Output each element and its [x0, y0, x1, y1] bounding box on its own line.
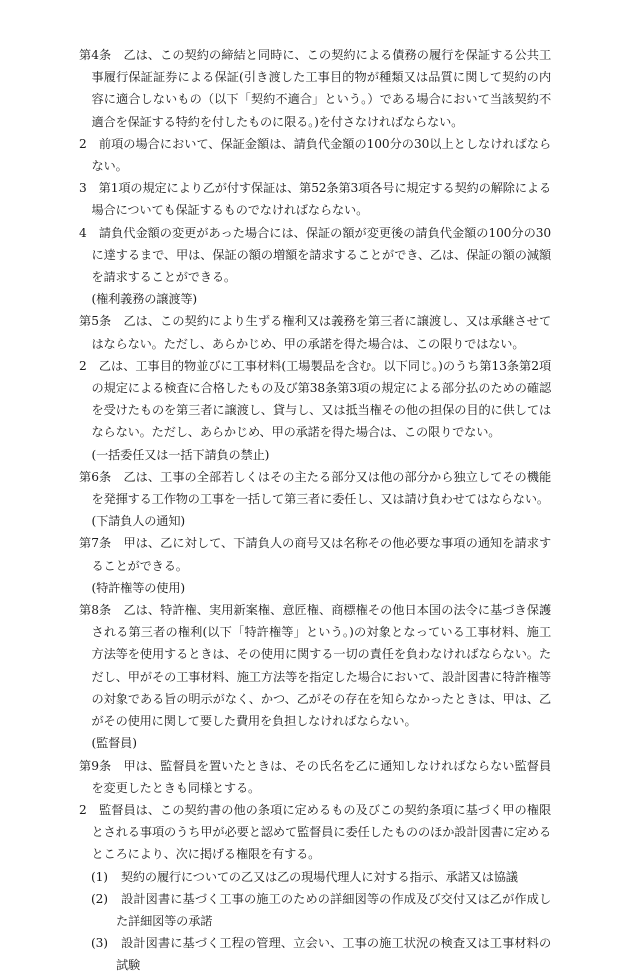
article-8-caption: (特許権等の使用): [91, 580, 185, 595]
article-5: 第5条 乙は、この契約により生ずる権利又は義務を第三者に譲渡し、又は承継させてはならない。ただし、あらかじめ、甲の承諾を得た場合は、この限りではない。: [79, 314, 551, 351]
list-item-number: (1): [91, 869, 108, 884]
list-item-text: 契約の履行についての乙又は乙の現場代理人に対する指示、承諾又は協議: [120, 869, 518, 884]
article-9-paragraph-2: 2 監督員は、この契約書の他の条項に定めるもの及びこの契約条項に基づく甲の権限とされる事項のうち甲が必要と認めて監督員に委任したもののほか設計図書に定めるところにより、次に掲げる権限を有する。: [79, 802, 551, 862]
article-7: 第7条 甲は、乙に対して、下請負人の商号又は名称その他必要な事項の通知を請求することができる。: [79, 536, 551, 573]
article-4-paragraph-3: 3 第1項の規定により乙が付す保証は、第52条第3項各号に規定する契約の解除による場合についても保証するものでなければならない。: [79, 181, 551, 218]
list-item-number: (3): [91, 936, 108, 951]
document-page: [79, 44, 551, 977]
list-item: [79, 888, 551, 932]
article-4-paragraph-2: 2 前項の場合において、保証金額は、請負代金額の100分の30以上としなければならない。: [79, 136, 551, 174]
list-item-number: (2): [91, 891, 108, 906]
list-item-text: 設計図書に基づく工事の施工のための詳細図等の作成及び交付又は乙が作成した詳細図等の承諾: [116, 891, 551, 928]
article-9: 第9条 甲は、監督員を置いたときは、その氏名を乙に通知しなければならない監督員を変更したときも同様とする。: [79, 758, 551, 795]
list-item-text: 設計図書に基づく工程の管理、立会い、工事の施工状況の検査又は工事材料の試験: [116, 936, 551, 973]
article-5-caption: (権利義務の譲渡等): [91, 292, 198, 307]
list-item: [79, 932, 551, 976]
article-4-paragraph-4: 4 請負代金額の変更があった場合には、保証の額が変更後の請負代金額の100分の30に達するまで、甲は、保証の額の増額を請求することができ、乙は、保証の額の減額を請求することができる。: [79, 225, 551, 285]
article-7-caption: (下請負人の通知): [91, 514, 185, 529]
article-6: 第6条 乙は、工事の全部若しくはその主たる部分又は他の部分から独立してその機能を発揮する工作物の工事を一括して第三者に委任し、又は請け負わせてはならない。: [79, 469, 551, 507]
article-4: 第4条 乙は、この契約の締結と同時に、この契約による債務の履行を保証する公共工事履行保証証券による保証(引き渡した工事目的物が種類又は品質に関して契約の内容に適合しないもの（以下「契約不適合」という。）である場合において当該契約不適合を保証する特約を付したものに限る。)を付さなければならない。: [79, 48, 551, 129]
article-5-paragraph-2: 2 乙は、工事目的物並びに工事材料(工場製品を含む。以下同じ。)のうち第13条第2項の規定による検査に合格したもの及び第38条第3項の規定による部分払のための確認を受けたものを第三者に譲渡し、貸与し、又は抵当権その他の担保の目的に供してはならない。ただし、あらかじめ、甲の承諾を得た場合は、この限りでない。: [79, 358, 551, 440]
list-item: [79, 866, 551, 888]
article-6-caption: (一括委任又は一括下請負の禁止): [91, 447, 270, 462]
article-8: 第8条 乙は、特許権、実用新案権、意匠権、商標権その他日本国の法令に基づき保護される第三者の権利(以下「特許権等」という。)の対象となっている工事材料、施工方法等を使用するときは、その使用に関する一切の責任を負わなければならない。ただし、甲がその工事材料、施工方法等を指定した場合において、設計図書に特許権等の対象である旨の明示がなく、かつ、乙がその存在を知らなかったときは、甲は、乙がその使用に関して要した費用を負担しなければならない。: [79, 603, 551, 729]
article-9-caption: (監督員): [91, 736, 137, 751]
